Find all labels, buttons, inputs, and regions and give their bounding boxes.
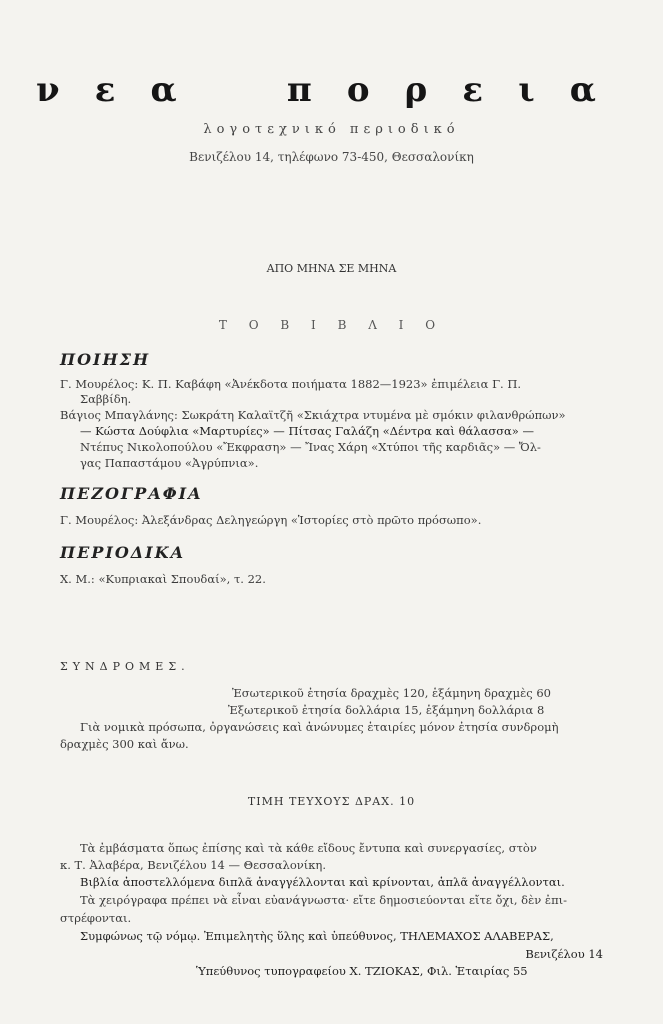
subscriptions-heading: ΣΥΝΔΡΟΜΕΣ. bbox=[60, 660, 190, 673]
masthead-letter: ν bbox=[36, 70, 60, 110]
address-line: Βενιζέλου 14, τηλέφωνο 73-450, Θεσσαλονίκη bbox=[189, 150, 474, 164]
masthead-letter: π bbox=[286, 70, 312, 110]
masthead-title bbox=[36, 70, 596, 110]
subscription-foreign: Ἐξωτερικοῦ ἐτησία δολλάρια 15, ἑξάμηνη δολλάρια 8 bbox=[228, 703, 545, 717]
periodicals-line: Χ. Μ.: «Κυπριακαὶ Σπουδαί», τ. 22. bbox=[60, 572, 266, 586]
section-heading-poetry: ΠΟΙΗΣΗ bbox=[60, 350, 151, 369]
footer-line: στρέφονται. bbox=[60, 911, 132, 925]
subscription-legal: δραχμὲς 300 καὶ ἄνω. bbox=[60, 737, 189, 751]
masthead-letter: ρ bbox=[404, 70, 428, 110]
prose-line: Γ. Μουρέλος: Ἀλεξάνδρας Δεληγεώργη «Ἱστορίες στὸ πρῶτο πρόσωπο». bbox=[60, 513, 482, 527]
subscription-legal: Γιὰ νομικὰ πρόσωπα, ὀργανώσεις καὶ ἀνώνυμες ἑταιρίες μόνον ἐτησία συνδρομὴ bbox=[80, 720, 559, 734]
masthead-letter: ε bbox=[462, 70, 484, 110]
footer-line: Τὰ ἐμβάσματα ὅπως ἐπίσης καὶ τὰ κάθε εἴδους ἔντυπα καὶ συνεργασίες, στὸν bbox=[80, 841, 537, 855]
footer-line: Τὰ χειρόγραφα πρέπει νὰ εἶναι εὐανάγνωστα· εἴτε δημοσιεύονται εἴτε ὄχι, δὲν ἐπι- bbox=[80, 893, 568, 907]
masthead-letter: α bbox=[569, 70, 596, 110]
footer-line: Ὑπεύθυνος τυπογραφείου Χ. ΤΖΙΟΚΑΣ, Φιλ. Ἑταιρίας 55 bbox=[196, 964, 528, 978]
footer-line: Βενιζέλου 14 bbox=[525, 947, 603, 961]
poetry-line: Ντέπυς Νικολοπούλου «Ἔκφραση» — Ἴνας Χάρη «Χτύποι τῆς καρδιᾶς» — Ὄλ- bbox=[80, 440, 541, 454]
poetry-line: Γ. Μουρέλος: Κ. Π. Καβάφη «Ἀνέκδοτα ποιήματα 1882—1923» ἐπιμέλεια Γ. Π. bbox=[60, 377, 522, 391]
month-heading: ΑΠΟ ΜΗΝΑ ΣΕ ΜΗΝΑ bbox=[266, 262, 397, 275]
footer-line: κ. Τ. Ἀλαβέρα, Βενιζέλου 14 — Θεσσαλονίκη. bbox=[60, 858, 326, 872]
issue-price: ΤΙΜΗ ΤΕΥΧΟΥΣ ΔΡΑΧ. 10 bbox=[247, 795, 416, 808]
section-heading-periodicals: ΠΕΡΙΟΔΙΚΑ bbox=[60, 543, 185, 562]
masthead-letter: ι bbox=[518, 70, 535, 110]
footer-line: Συμφώνως τῷ νόμῳ. Ἐπιμελητὴς ὕλης καὶ ὑπεύθυνος, ΤΗΛΕΜΑΧΟΣ ΑΛΑΒΕΡΑΣ, bbox=[80, 929, 554, 943]
section-heading-prose: ΠΕΖΟΓΡΑΦΙΑ bbox=[60, 484, 203, 503]
masthead-letter: ε bbox=[94, 70, 116, 110]
masthead-letter: α bbox=[150, 70, 177, 110]
subtitle: λογοτεχνικό περιοδικό bbox=[203, 122, 460, 137]
poetry-line: γας Παπαστάμου «Ἀγρύπνια». bbox=[80, 456, 259, 470]
poetry-line: Σαββίδη. bbox=[80, 392, 132, 406]
footer-line: Βιβλία ἀποστελλόμενα διπλᾶ ἀναγγέλλονται καὶ κρίνονται, ἁπλᾶ ἀναγγέλλονται. bbox=[80, 875, 565, 889]
subscription-domestic: Ἐσωτερικοῦ ἐτησία δραχμὲς 120, ἑξάμηνη δραχμὲς 60 bbox=[232, 686, 551, 700]
book-heading: Τ Ο Β Ι Β Λ Ι Ο bbox=[218, 318, 445, 332]
poetry-line: Βάγιος Μπαγλάνης: Σωκράτη Καλαϊτζῆ «Σκιάχτρα ντυμένα μὲ σμόκιν φιλανθρώπων» bbox=[60, 408, 566, 422]
poetry-line: — Κώστα Δούφλια «Μαρτυρίες» — Πίτσας Γαλάζη «Δέντρα καὶ θάλασσα» — bbox=[80, 424, 534, 438]
masthead-letter: ο bbox=[346, 70, 370, 110]
